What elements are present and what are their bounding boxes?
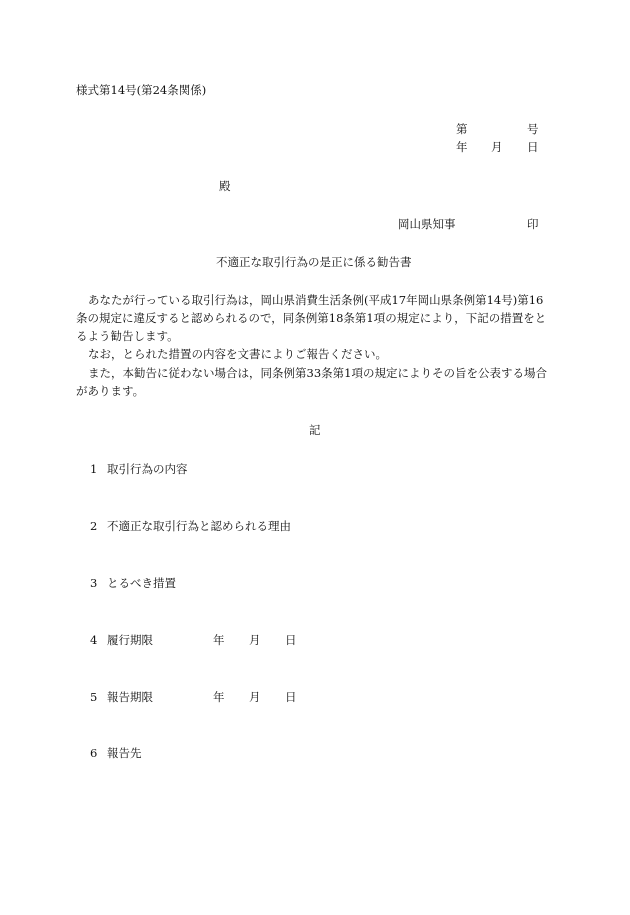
body-p1-line2: 条の規定に違反すると認められるので，同条例第18条第1項の規定により，下記の措置をと <box>76 311 547 325</box>
item-2-label: 不適正な取引行為と認められる理由 <box>107 519 291 533</box>
item-2-number: 2 <box>90 519 98 533</box>
doc-date-day: 日 <box>527 140 539 154</box>
item-4-day: 日 <box>285 633 297 647</box>
doc-date-year: 年 <box>456 140 468 154</box>
item-1-number: 1 <box>90 462 98 476</box>
item-3-number: 3 <box>90 576 98 590</box>
addressee-suffix: 殿 <box>219 179 231 193</box>
body-p1-line1: あなたが行っている取引行為は，岡山県消費生活条例(平成17年岡山県条例第14号)第16 <box>88 293 544 307</box>
item-5-year: 年 <box>213 690 225 704</box>
doc-date-month: 月 <box>491 140 503 154</box>
doc-number-dai: 第 <box>456 122 468 136</box>
item-4-label: 履行期限 <box>107 633 153 647</box>
document-title: 不適正な取引行為の是正に係る勧告書 <box>216 255 412 269</box>
item-5-day: 日 <box>285 690 297 704</box>
ki-heading: 記 <box>309 423 321 437</box>
body-p3-line2: があります。 <box>76 384 145 398</box>
form-label: 様式第14号(第24条関係) <box>76 83 207 97</box>
item-4-month: 月 <box>249 633 261 647</box>
body-p1-line3: るよう勧告します。 <box>76 329 179 343</box>
item-4-number: 4 <box>90 633 98 647</box>
item-5-number: 5 <box>90 690 98 704</box>
item-4-year: 年 <box>213 633 225 647</box>
body-p2: なお，とられた措置の内容を文書によりご報告ください。 <box>88 347 387 361</box>
body-p3-line1: また，本勧告に従わない場合は，同条例第33条第1項の規定によりその旨を公表する場合 <box>88 366 547 380</box>
doc-number-go: 号 <box>527 122 539 136</box>
item-5-label: 報告期限 <box>107 690 153 704</box>
item-3-label: とるべき措置 <box>107 576 176 590</box>
item-5-month: 月 <box>249 690 261 704</box>
item-6-number: 6 <box>90 746 98 760</box>
item-1-label: 取引行為の内容 <box>107 462 188 476</box>
issuer-name: 岡山県知事 <box>398 217 456 231</box>
item-6-label: 報告先 <box>107 746 142 760</box>
issuer-seal: 印 <box>527 217 539 231</box>
